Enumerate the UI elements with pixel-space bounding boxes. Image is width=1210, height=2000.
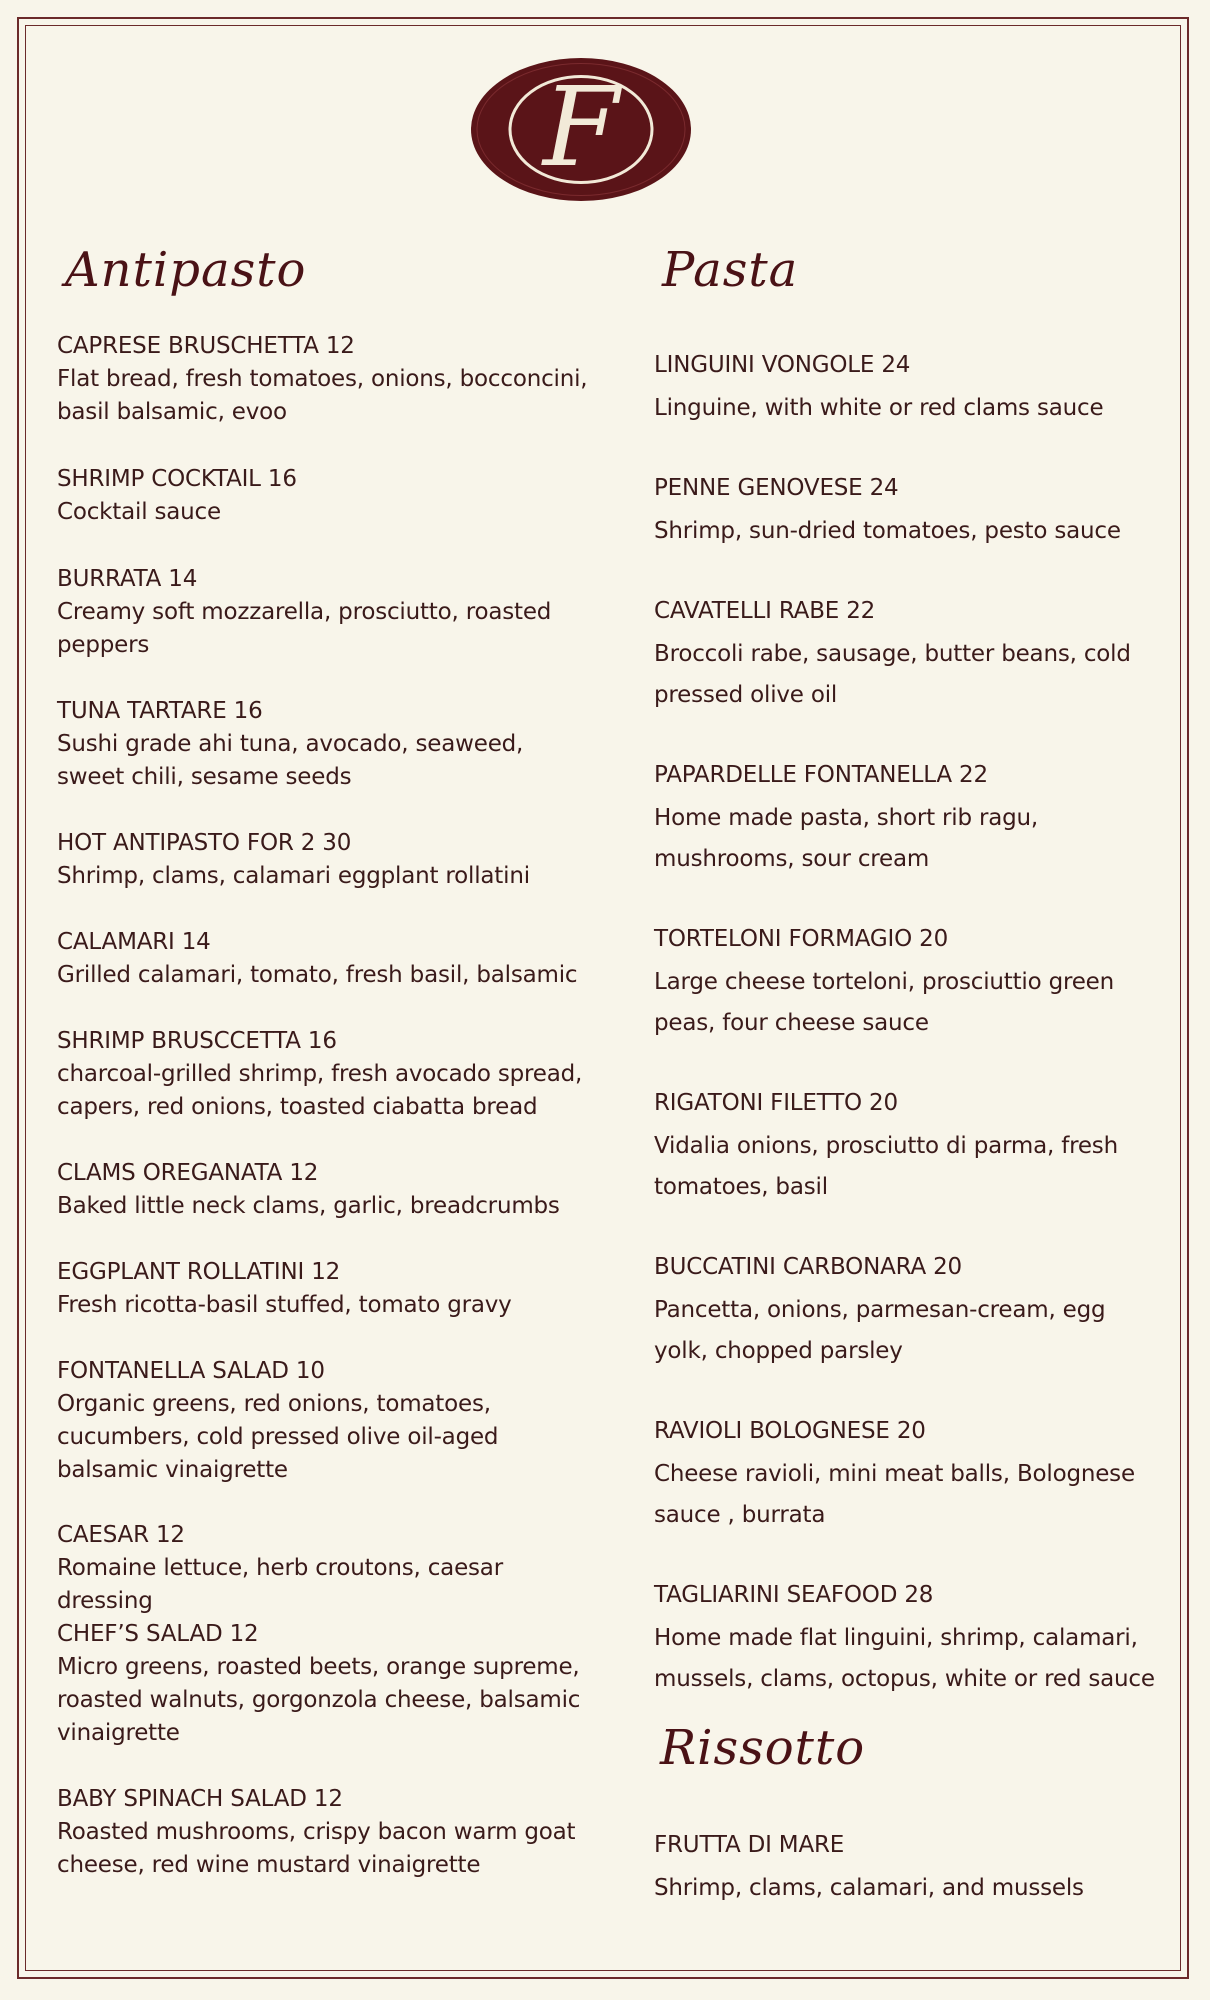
menu-item-description: Broccoli rabe, sausage, butter beans, cold pressed olive oil <box>654 641 1131 708</box>
pasta-title: Pasta <box>662 242 799 298</box>
rissotto-menu-item <box>654 1827 1164 1909</box>
menu-item-name: CAVATELLI RABE 22 <box>654 598 876 624</box>
menu-item-name: BUCCATINI CARBONARA 20 <box>654 1254 962 1280</box>
menu-item-description: charcoal-grilled shrimp, fresh avocado spread, capers, red onions, toasted ciabatta bread <box>57 1061 583 1120</box>
menu-item-description: Romaine lettuce, herb croutons, caesar dressing <box>57 1555 503 1614</box>
antipasto-menu-item <box>57 1355 597 1487</box>
menu-item-description: Large cheese torteloni, prosciuttio green peas, four cheese sauce <box>654 969 1115 1036</box>
menu-item-description: Home made flat linguini, shrimp, calamari, mussels, clams, octopus, white or red sauce <box>654 1625 1155 1692</box>
menu-item-name: EGGPLANT ROLLATINI 12 <box>57 1259 341 1285</box>
menu-item-name: BABY SPINACH SALAD 12 <box>57 1786 343 1812</box>
menu-item-description: Baked little neck clams, garlic, breadcrumbs <box>57 1193 560 1219</box>
menu-item-description: Vidalia onions, prosciutto di parma, fresh tomatoes, basil <box>654 1133 1118 1200</box>
antipasto-menu-item <box>57 1618 597 1750</box>
menu-item-description: Sushi grade ahi tuna, avocado, seaweed, sweet chili, sesame seeds <box>57 731 524 790</box>
antipasto-menu-item <box>57 1157 597 1223</box>
antipasto-menu-item <box>57 330 597 429</box>
menu-item-name: RIGATONI FILETTO 20 <box>654 1090 898 1116</box>
menu-item-description: Organic greens, red onions, tomatoes, cucumbers, cold pressed olive oil-aged balsamic vinaigrette <box>57 1391 499 1483</box>
menu-item-description: Shrimp, sun-dried tomatoes, pesto sauce <box>654 518 1121 544</box>
pasta-menu-item <box>654 1413 1164 1536</box>
antipasto-menu-item <box>57 1256 597 1322</box>
menu-item-name: TUNA TARTARE 16 <box>57 698 263 724</box>
antipasto-menu-item <box>57 463 597 529</box>
menu-item-name: RAVIOLI BOLOGNESE 20 <box>654 1418 926 1444</box>
menu-item-description: Shrimp, clams, calamari, and mussels <box>654 1875 1084 1901</box>
antipasto-menu-item <box>57 1783 597 1882</box>
menu-item-description: Home made pasta, short rib ragu, mushrooms, sour cream <box>654 805 1039 872</box>
logo-letter: F <box>542 63 620 191</box>
menu-item-name: CLAMS OREGANATA 12 <box>57 1160 319 1186</box>
menu-item-description: Linguine, with white or red clams sauce <box>654 395 1104 421</box>
menu-item-name: TORTELONI FORMAGIO 20 <box>654 926 949 952</box>
rissotto-title: Rissotto <box>660 1720 866 1776</box>
pasta-menu-item <box>654 757 1164 880</box>
antipasto-menu-item <box>57 926 597 992</box>
menu-item-name: CHEF’S SALAD 12 <box>57 1621 259 1647</box>
pasta-menu-item <box>654 470 1164 552</box>
menu-item-description: Fresh ricotta-basil stuffed, tomato gravy <box>57 1292 512 1318</box>
antipasto-menu-item <box>57 563 597 662</box>
antipasto-menu-item <box>57 1519 597 1618</box>
pasta-menu-item <box>654 1085 1164 1208</box>
menu-item-name: SHRIMP COCKTAIL 16 <box>57 466 297 492</box>
pasta-menu-item <box>654 347 1164 429</box>
menu-item-name: BURRATA 14 <box>57 566 198 592</box>
menu-item-description: Cheese ravioli, mini meat balls, Bolognese sauce , burrata <box>654 1461 1135 1528</box>
pasta-menu-item <box>654 921 1164 1044</box>
menu-item-name: FONTANELLA SALAD 10 <box>57 1358 325 1384</box>
menu-item-name: TAGLIARINI SEAFOOD 28 <box>654 1582 934 1608</box>
pasta-menu-item <box>654 1577 1164 1700</box>
pasta-menu-item <box>654 1249 1164 1372</box>
menu-item-name: SHRIMP BRUSCCETTA 16 <box>57 1028 337 1054</box>
menu-item-description: Creamy soft mozzarella, prosciutto, roasted peppers <box>57 599 552 658</box>
menu-item-name: CAPRESE BRUSCHETTA 12 <box>57 333 355 359</box>
restaurant-logo <box>470 57 692 202</box>
menu-item-name: PENNE GENOVESE 24 <box>654 475 899 501</box>
menu-item-description: Micro greens, roasted beets, orange supreme, roasted walnuts, gorgonzola cheese, balsamic vinaigrette <box>57 1654 581 1746</box>
pasta-menu-item <box>654 593 1164 716</box>
menu-item-name: FRUTTA DI MARE <box>654 1832 845 1858</box>
menu-item-description: Flat bread, fresh tomatoes, onions, bocconcini, basil balsamic, evoo <box>57 366 588 425</box>
menu-item-name: CAESAR 12 <box>57 1522 185 1548</box>
menu-item-description: Cocktail sauce <box>57 499 221 525</box>
menu-item-description: Roasted mushrooms, crispy bacon warm goat cheese, red wine mustard vinaigrette <box>57 1819 576 1878</box>
menu-item-name: CALAMARI 14 <box>57 929 211 955</box>
antipasto-menu-item <box>57 827 597 893</box>
menu-item-name: HOT ANTIPASTO FOR 2 30 <box>57 830 352 856</box>
menu-item-description: Grilled calamari, tomato, fresh basil, balsamic <box>57 962 578 988</box>
antipasto-menu-item <box>57 695 597 794</box>
antipasto-title: Antipasto <box>65 242 307 298</box>
menu-item-description: Shrimp, clams, calamari eggplant rollatini <box>57 863 530 889</box>
menu-item-description: Pancetta, onions, parmesan-cream, egg yolk, chopped parsley <box>654 1297 1106 1364</box>
menu-item-name: LINGUINI VONGOLE 24 <box>654 352 911 378</box>
menu-item-name: PAPARDELLE FONTANELLA 22 <box>654 762 988 788</box>
antipasto-menu-item <box>57 1025 597 1124</box>
